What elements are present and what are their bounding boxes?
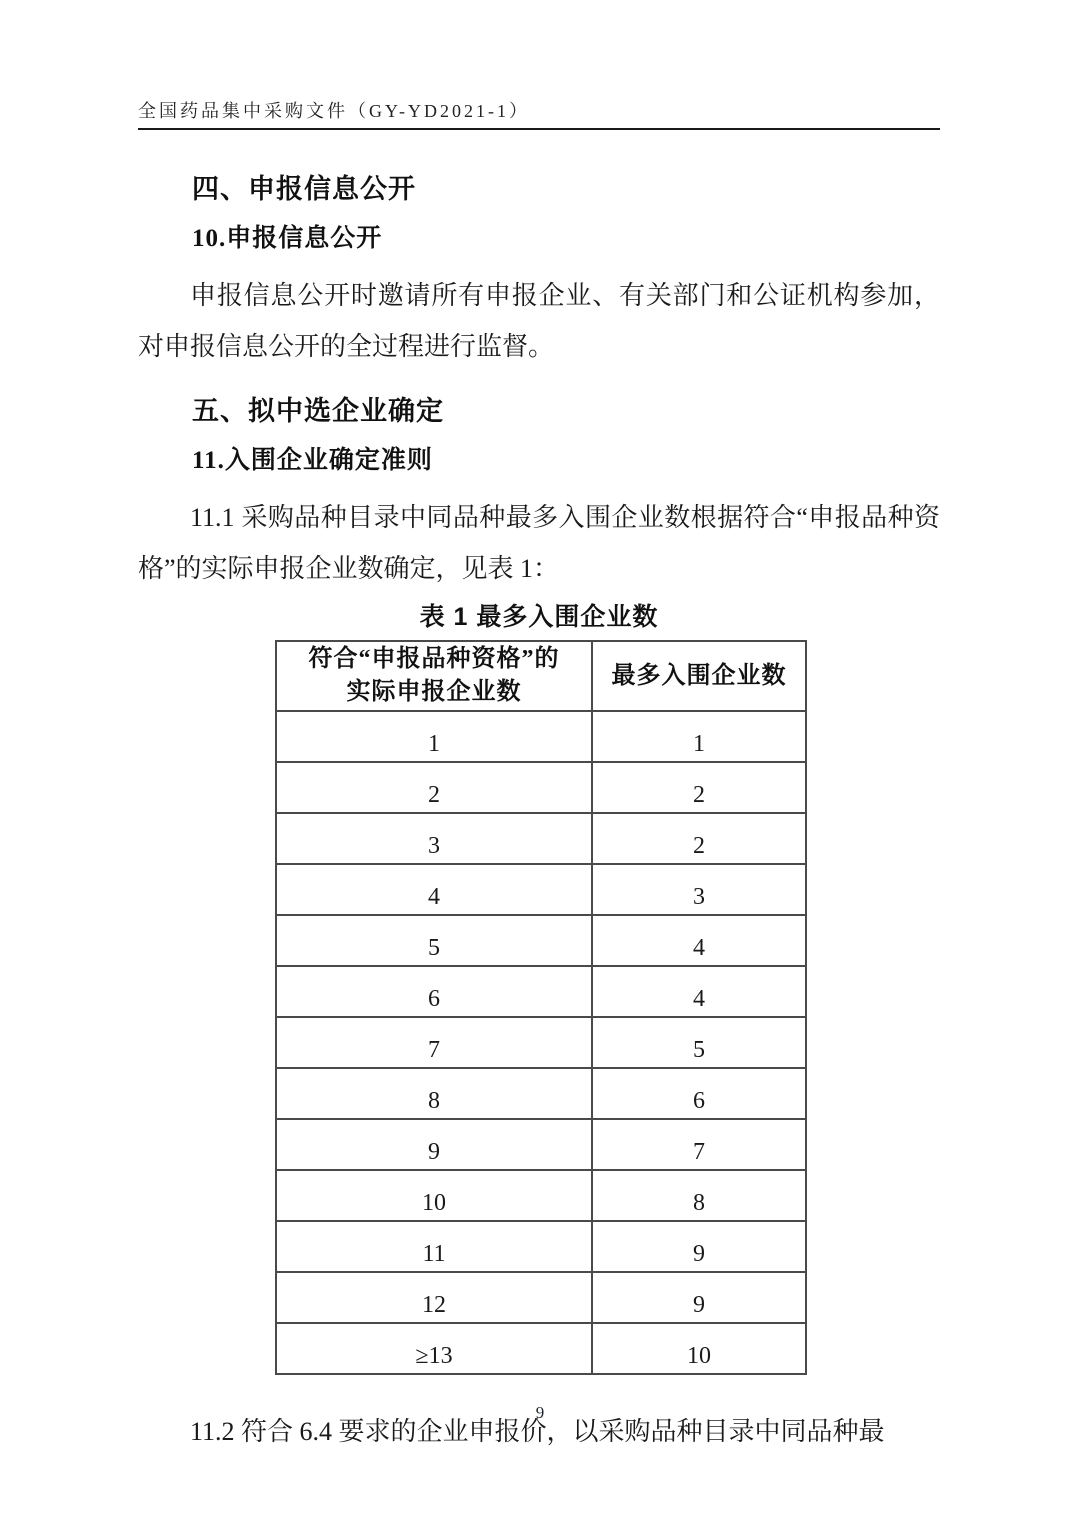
declared-count-cell: 7 <box>276 1017 592 1068</box>
page-number: 9 <box>535 1403 545 1422</box>
declared-count-column-header <box>276 641 592 711</box>
table-row <box>276 762 806 813</box>
table-row <box>276 966 806 1017</box>
declared-count-header-line2: 实际申报企业数 <box>346 679 522 705</box>
declared-count-cell: 4 <box>276 864 592 915</box>
paragraph-10-body: 申报信息公开时邀请所有申报企业、有关部门和公证机构参加，对申报信息公开的全过程进行监督。 <box>138 281 940 361</box>
declared-count-header-line1: 符合“申报品种资格”的 <box>308 646 560 672</box>
table-row <box>276 711 806 762</box>
max-enrolled-column-header: 最多入围企业数 <box>592 641 806 711</box>
max-enrolled-cell: 2 <box>592 762 806 813</box>
max-enrolled-cell: 8 <box>592 1170 806 1221</box>
max-enrolled-cell: 7 <box>592 1119 806 1170</box>
max-enrolled-cell: 5 <box>592 1017 806 1068</box>
max-enrolled-table <box>275 640 807 1375</box>
subsection-heading-10: 10.申报信息公开 <box>192 225 383 252</box>
declared-count-cell: 11 <box>276 1221 592 1272</box>
max-enrolled-cell: 9 <box>592 1221 806 1272</box>
declared-count-cell: 5 <box>276 915 592 966</box>
table-row <box>276 1119 806 1170</box>
max-enrolled-cell: 2 <box>592 813 806 864</box>
table-row <box>276 813 806 864</box>
max-enrolled-cell: 10 <box>592 1323 806 1374</box>
section-heading-5: 五、拟中选企业确定 <box>192 396 444 426</box>
declared-count-cell: 3 <box>276 813 592 864</box>
table-row <box>276 1323 806 1374</box>
table-row <box>276 864 806 915</box>
declared-count-cell: 9 <box>276 1119 592 1170</box>
max-enrolled-cell: 4 <box>592 915 806 966</box>
subsection-heading-11: 11.入围企业确定准则 <box>192 447 433 474</box>
table-row <box>276 1170 806 1221</box>
table-header-row <box>276 641 806 711</box>
declared-count-cell: 2 <box>276 762 592 813</box>
document-header-title: 全国药品集中采购文件（GY-YD2021-1） <box>138 101 530 121</box>
declared-count-cell: 12 <box>276 1272 592 1323</box>
declared-count-cell: 6 <box>276 966 592 1017</box>
table1-title: 表 1 最多入围企业数 <box>419 603 659 631</box>
max-enrolled-cell: 9 <box>592 1272 806 1323</box>
table-row <box>276 1017 806 1068</box>
declared-count-cell: 8 <box>276 1068 592 1119</box>
max-enrolled-cell: 6 <box>592 1068 806 1119</box>
section-heading-4: 四、申报信息公开 <box>192 174 416 204</box>
page-header <box>138 100 940 130</box>
paragraph-11-2: 11.2 符合 6.4 要求的企业申报价，以采购品种目录中同品种最 <box>190 1417 885 1446</box>
table1-body <box>276 711 806 1374</box>
paragraph-11-1: 11.1 采购品种目录中同品种最多入围企业数根据符合“申报品种资格”的实际申报企业数确定，见表 1： <box>138 503 940 583</box>
max-enrolled-cell: 4 <box>592 966 806 1017</box>
table-row <box>276 915 806 966</box>
declared-count-cell: 1 <box>276 711 592 762</box>
max-enrolled-cell: 3 <box>592 864 806 915</box>
table-row <box>276 1068 806 1119</box>
table-row <box>276 1272 806 1323</box>
table-row <box>276 1221 806 1272</box>
declared-count-cell: ≥13 <box>276 1323 592 1374</box>
declared-count-cell: 10 <box>276 1170 592 1221</box>
max-enrolled-cell: 1 <box>592 711 806 762</box>
